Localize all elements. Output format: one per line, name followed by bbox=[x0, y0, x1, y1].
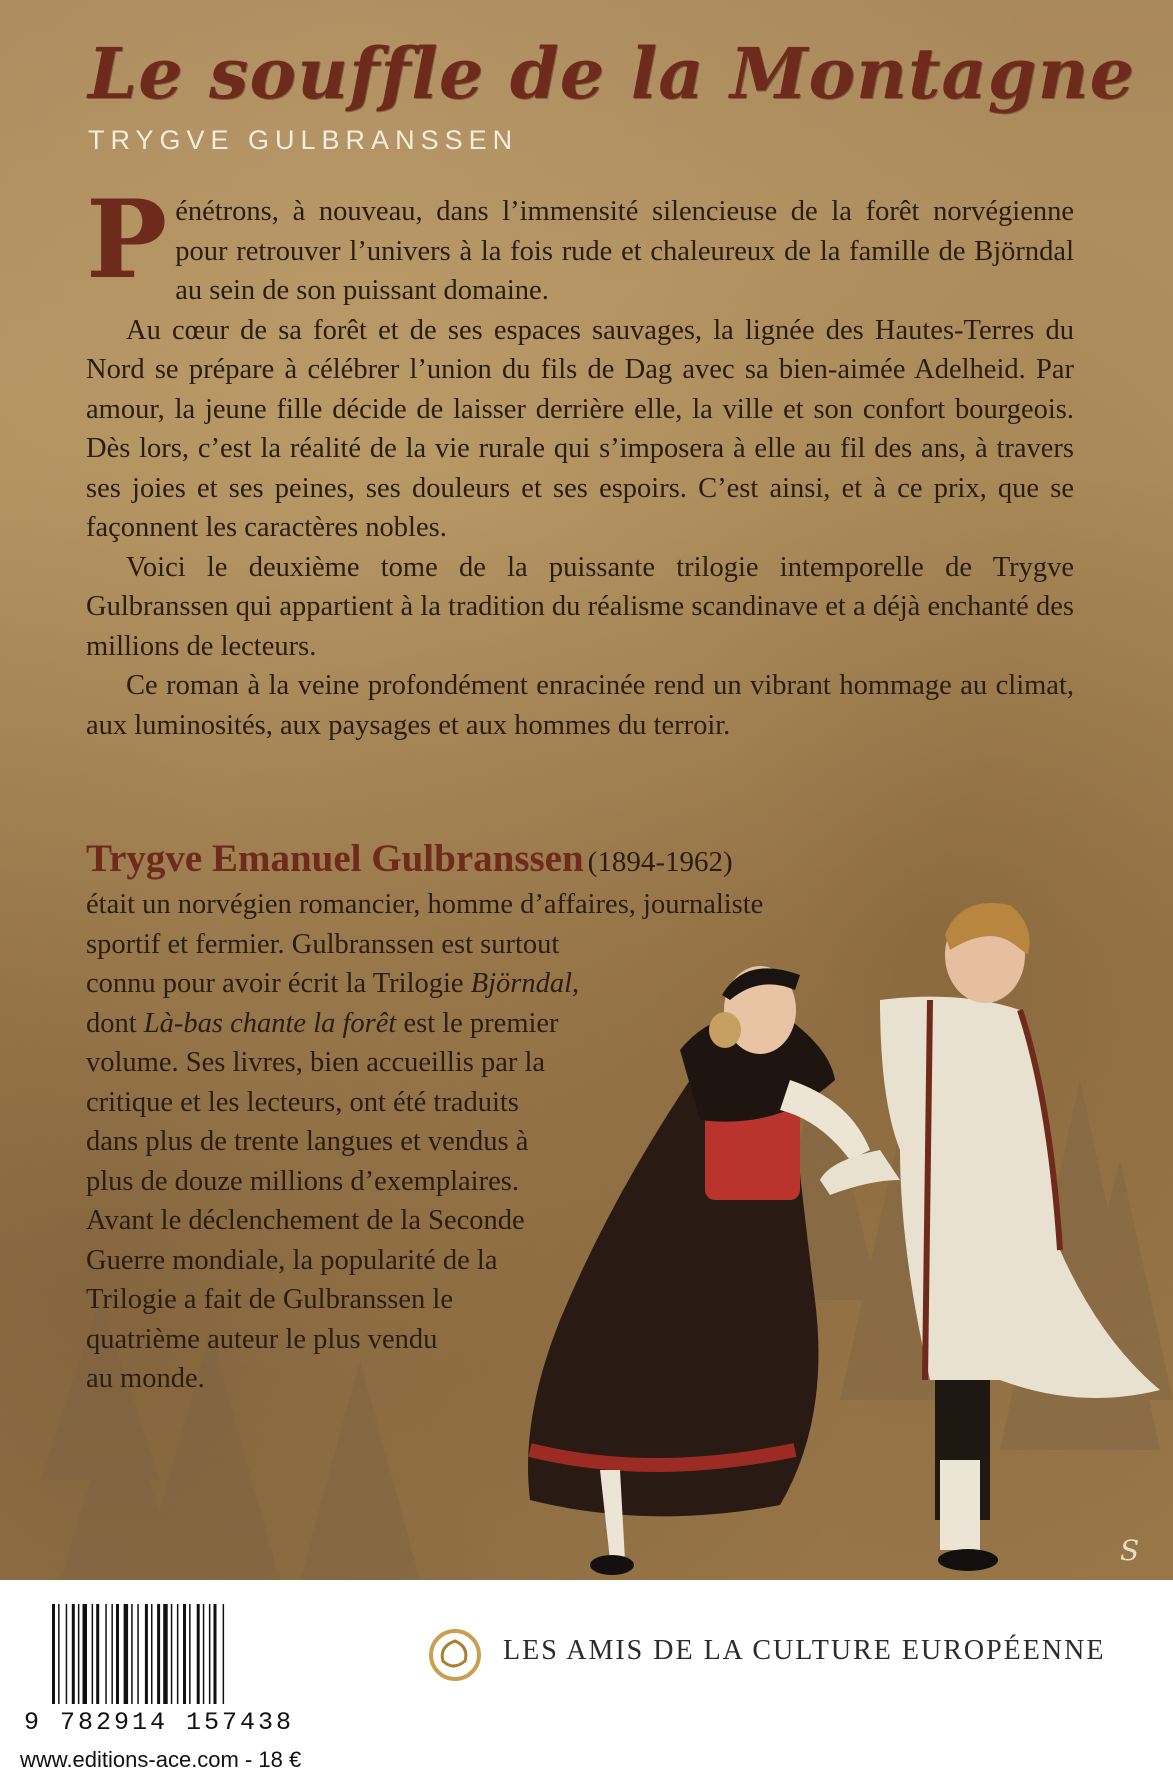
barcode-bar bbox=[72, 1604, 75, 1704]
bio-line bbox=[86, 964, 746, 1004]
barcode-bar bbox=[78, 1604, 80, 1704]
isbn-number: 9 782914 157438 bbox=[23, 1708, 295, 1737]
publisher-logo-icon bbox=[425, 1625, 485, 1685]
bio-line: dans plus de trente langues et vendus à bbox=[86, 1126, 529, 1157]
barcode-bar bbox=[189, 1604, 191, 1704]
barcode-icon bbox=[50, 1604, 300, 1704]
barcode-bar bbox=[105, 1604, 107, 1704]
bio-heading bbox=[86, 836, 733, 881]
bio-line: était un norvégien romancier, homme d’affaires, journaliste bbox=[86, 889, 764, 920]
barcode-bar bbox=[177, 1604, 179, 1704]
blurb-paragraph-4: Ce roman à la veine profondément enracinée rend un vibrant hommage au climat, aux luminosités, aux paysages et aux hommes du terroir. bbox=[86, 670, 1074, 741]
barcode-bar bbox=[209, 1604, 211, 1704]
back-cover-footer bbox=[0, 1580, 1173, 1778]
bio-author-name: Trygve Emanuel Gulbranssen bbox=[86, 837, 584, 880]
artist-signature: S bbox=[1120, 1534, 1140, 1567]
bio-line: critique et les lecteurs, ont été traduits bbox=[86, 1086, 519, 1118]
barcode-bar bbox=[171, 1604, 173, 1704]
book-series-title: Björndal bbox=[470, 968, 573, 999]
book-title: Le souffle de la Montagne bbox=[88, 32, 1136, 115]
barcode-bar bbox=[145, 1604, 148, 1704]
barcode-bar bbox=[124, 1604, 129, 1704]
author-name: TRYGVE GULBRANSSEN bbox=[88, 125, 519, 155]
bio-line: plus de douze millions d’exemplaires. bbox=[86, 1165, 519, 1197]
bio-line: Avant le déclenchement de la Seconde bbox=[86, 1205, 525, 1236]
barcode-bar bbox=[116, 1604, 119, 1704]
blurb-paragraph-1 bbox=[86, 177, 1074, 311]
barcode-bar bbox=[151, 1604, 153, 1704]
blurb-paragraph-1-text: énétrons, à nouveau, dans l’immensité silencieuse de la forêt norvégienne pour retrouver l’univers à la fois rude et chaleureux de la famille de Björndal au sein de son puissant domaine. bbox=[175, 196, 1074, 306]
bio-line: volume. Ses livres, bien accueillis par la bbox=[86, 1047, 546, 1078]
barcode-bar bbox=[223, 1604, 225, 1704]
barcode-bar bbox=[111, 1604, 113, 1704]
barcode-bar bbox=[58, 1604, 60, 1704]
barcode-bar bbox=[183, 1604, 186, 1704]
bio-line: au monde. bbox=[86, 1363, 205, 1394]
bio-line: quatrième auteur le plus vendu bbox=[86, 1323, 438, 1355]
bio-dates: (1894-1962) bbox=[587, 846, 733, 878]
barcode-bar bbox=[131, 1604, 133, 1704]
bio-line: Trilogie a fait de Gulbranssen le bbox=[86, 1284, 453, 1315]
barcode-bar bbox=[66, 1604, 68, 1704]
blurb bbox=[86, 177, 1074, 745]
barcode-bar bbox=[203, 1604, 205, 1704]
barcode-bar bbox=[214, 1604, 217, 1704]
bio-line: Guerre mondiale, la popularité de la bbox=[86, 1244, 498, 1276]
author-biography bbox=[86, 885, 764, 1399]
blurb-paragraph-3: Voici le deuxième tome de la puissante trilogie intemporelle de Trygve Gulbranssen qui appartient à la tradition du réalisme scandinave et a déjà enchanté des millions de lecteurs. bbox=[86, 551, 1074, 662]
bio-text: est le premier bbox=[396, 1007, 559, 1039]
barcode-bar bbox=[157, 1604, 160, 1704]
first-volume-title: Là-bas chante la forêt bbox=[143, 1007, 397, 1039]
drop-cap: P bbox=[86, 177, 168, 303]
website-and-price: www.editions-ace.com - 18 € bbox=[20, 1747, 302, 1772]
barcode-bar bbox=[163, 1604, 168, 1704]
bio-text: connu pour avoir écrit la Trilogie bbox=[86, 968, 471, 999]
publisher-name: LES AMIS DE LA CULTURE EUROPÉENNE bbox=[503, 1635, 1106, 1666]
barcode-bar bbox=[83, 1604, 88, 1704]
barcode-bar bbox=[137, 1604, 139, 1704]
bio-line: sportif et fermier. Gulbranssen est surtout bbox=[86, 928, 560, 960]
barcode-bar bbox=[197, 1604, 200, 1704]
bio-text: dont bbox=[86, 1007, 144, 1039]
bio-text: , bbox=[572, 968, 580, 999]
bio-line bbox=[86, 1004, 746, 1044]
barcode-bar bbox=[52, 1604, 55, 1704]
barcode-bar bbox=[92, 1604, 94, 1704]
blurb-paragraph-2: Au cœur de sa forêt et de ses espaces sauvages, la lignée des Hautes-Terres du Nord se prépare à célébrer l’union du fils de Dag avec sa bien-aimée Adelheid. Par amour, la jeune fille décide de laisser derrière elle, la ville et son confort bourgeois. Dès lors, c’est la réalité de la vie rurale qui s’imposera à elle au fil des ans, à travers ses joies et ses peines, ses douleurs et ses espoirs. C’est ainsi, et à ce prix, que se façonnent les caractères nobles. bbox=[86, 314, 1074, 543]
barcode-bar bbox=[96, 1604, 99, 1704]
